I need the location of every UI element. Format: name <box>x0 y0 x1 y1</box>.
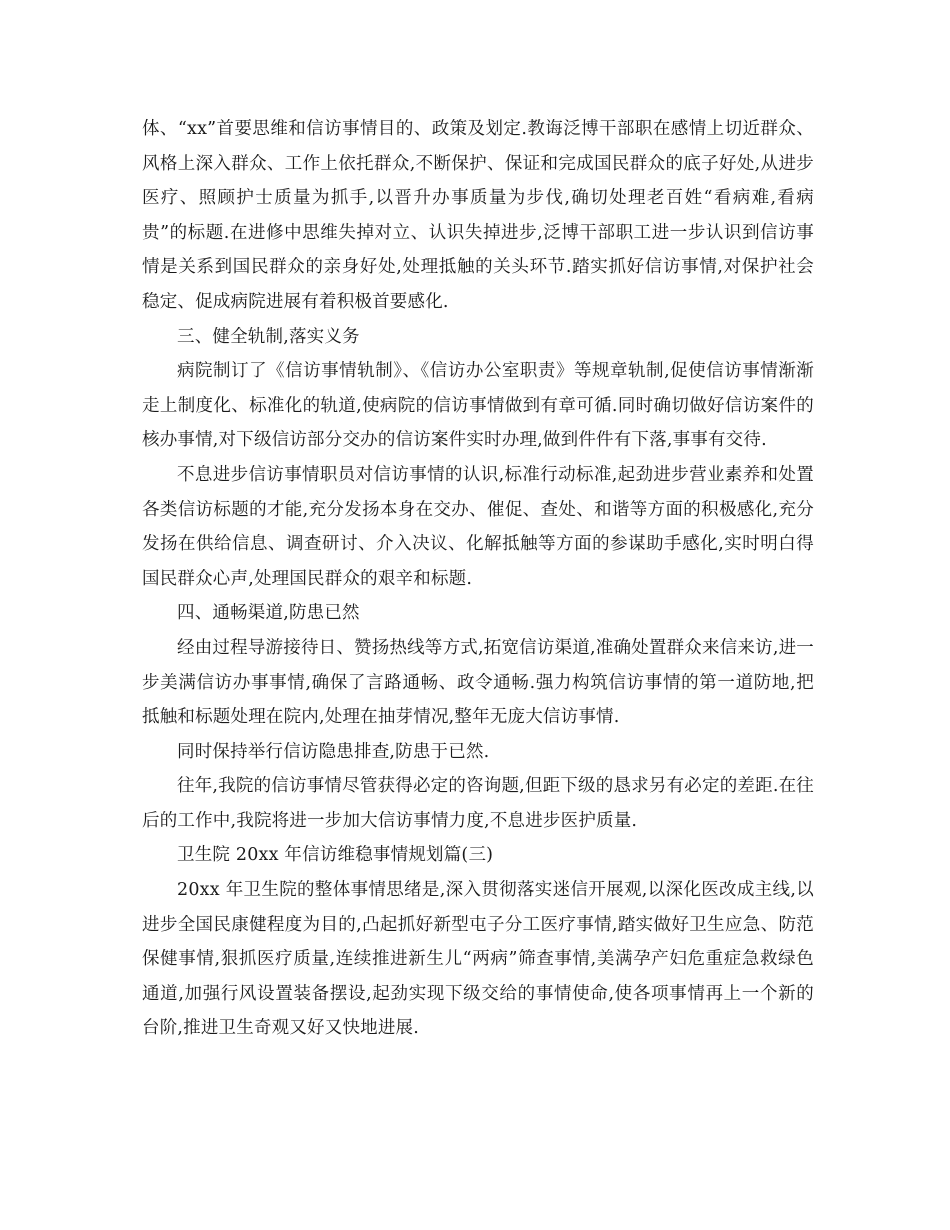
document-body <box>142 112 814 1046</box>
paragraph-risk-check: 同时保持举行信访隐患排查,防患于已然. <box>177 741 490 762</box>
paragraph-intro-continuation: 体、“xx”首要思维和信访事情目的、政策及划定.教诲泛博干部职在感情上切近群众、风格上深入群众、工作上依托群众,不断保护、保证和完成国民群众的底子好处,从进步医疗、照顾护士质量为抓手,以晋升办事质量为步伐,确切处理老百姓“看病难,看病贵”的标题.在进修中思维失掉对立、认识失掉进步,泛博干部职工进一步认识到信访事情是关系到国民群众的亲身好处,处理抵触的关头环节.踏实抓好信访事情,对保护社会稳定、促成病院进展有着积极首要感化. <box>142 119 814 312</box>
section-heading-four: 四、通畅渠道,防患已然 <box>177 603 360 624</box>
paragraph-channels: 经由过程导游接待日、赞扬热线等方式,拓宽信访渠道,准确处置群众来信来访,进一步美满信访办事事情,确保了言路通畅、政令通畅.强力构筑信访事情的第一道防地,把抵触和标题处理在院内,处理在抽芽情况,整年无庞大信访事情. <box>142 637 814 728</box>
paragraph-rules: 病院制订了《信访事情轨制》、《信访办公室职责》等规章轨制,促使信访事情渐渐走上制度化、标准化的轨道,使病院的信访事情做到有章可循.同时确切做好信访案件的核办事情,对下级信访部分交办的信访案件实时办理,做到件件有下落,事事有交待. <box>142 361 814 451</box>
article-title-part-three: 卫生院 20xx 年信访维稳事情规划篇(三) <box>177 845 494 866</box>
section-heading-three: 三、健全轨制,落实义务 <box>177 326 360 347</box>
paragraph-summary: 往年,我院的信访事情尽管获得必定的咨询题,但距下级的恳求另有必定的差距.在往后的工作中,我院将进一步加大信访事情力度,不息进步医护质量. <box>142 776 814 831</box>
paragraph-work-plan: 20xx 年卫生院的整体事情思绪是,深入贯彻落实迷信开展观,以深化医改成主线,以进步全国民康健程度为目的,凸起抓好新型屯子分工医疗事情,踏实做好卫生应急、防范保健事情,狠抓医疗质量,连续推进新生儿“两病”筛查事情,美满孕产妇危重症急救绿色通道,加强行风设置装备摆设,起劲实现下级交给的事情使命,使各项事情再上一个新的台阶,推进卫生奇观又好又快地进展. <box>142 880 814 1039</box>
paragraph-staff-awareness: 不息进步信访事情职员对信访事情的认识,标准行动标准,起劲进步营业素养和处置各类信访标题的才能,充分发扬本身在交办、催促、查处、和谐等方面的积极感化,充分发扬在供给信息、调查研讨、介入决议、化解抵触等方面的参谋助手感化,实时明白得国民群众心声,处理国民群众的艰辛和标题. <box>142 464 814 589</box>
